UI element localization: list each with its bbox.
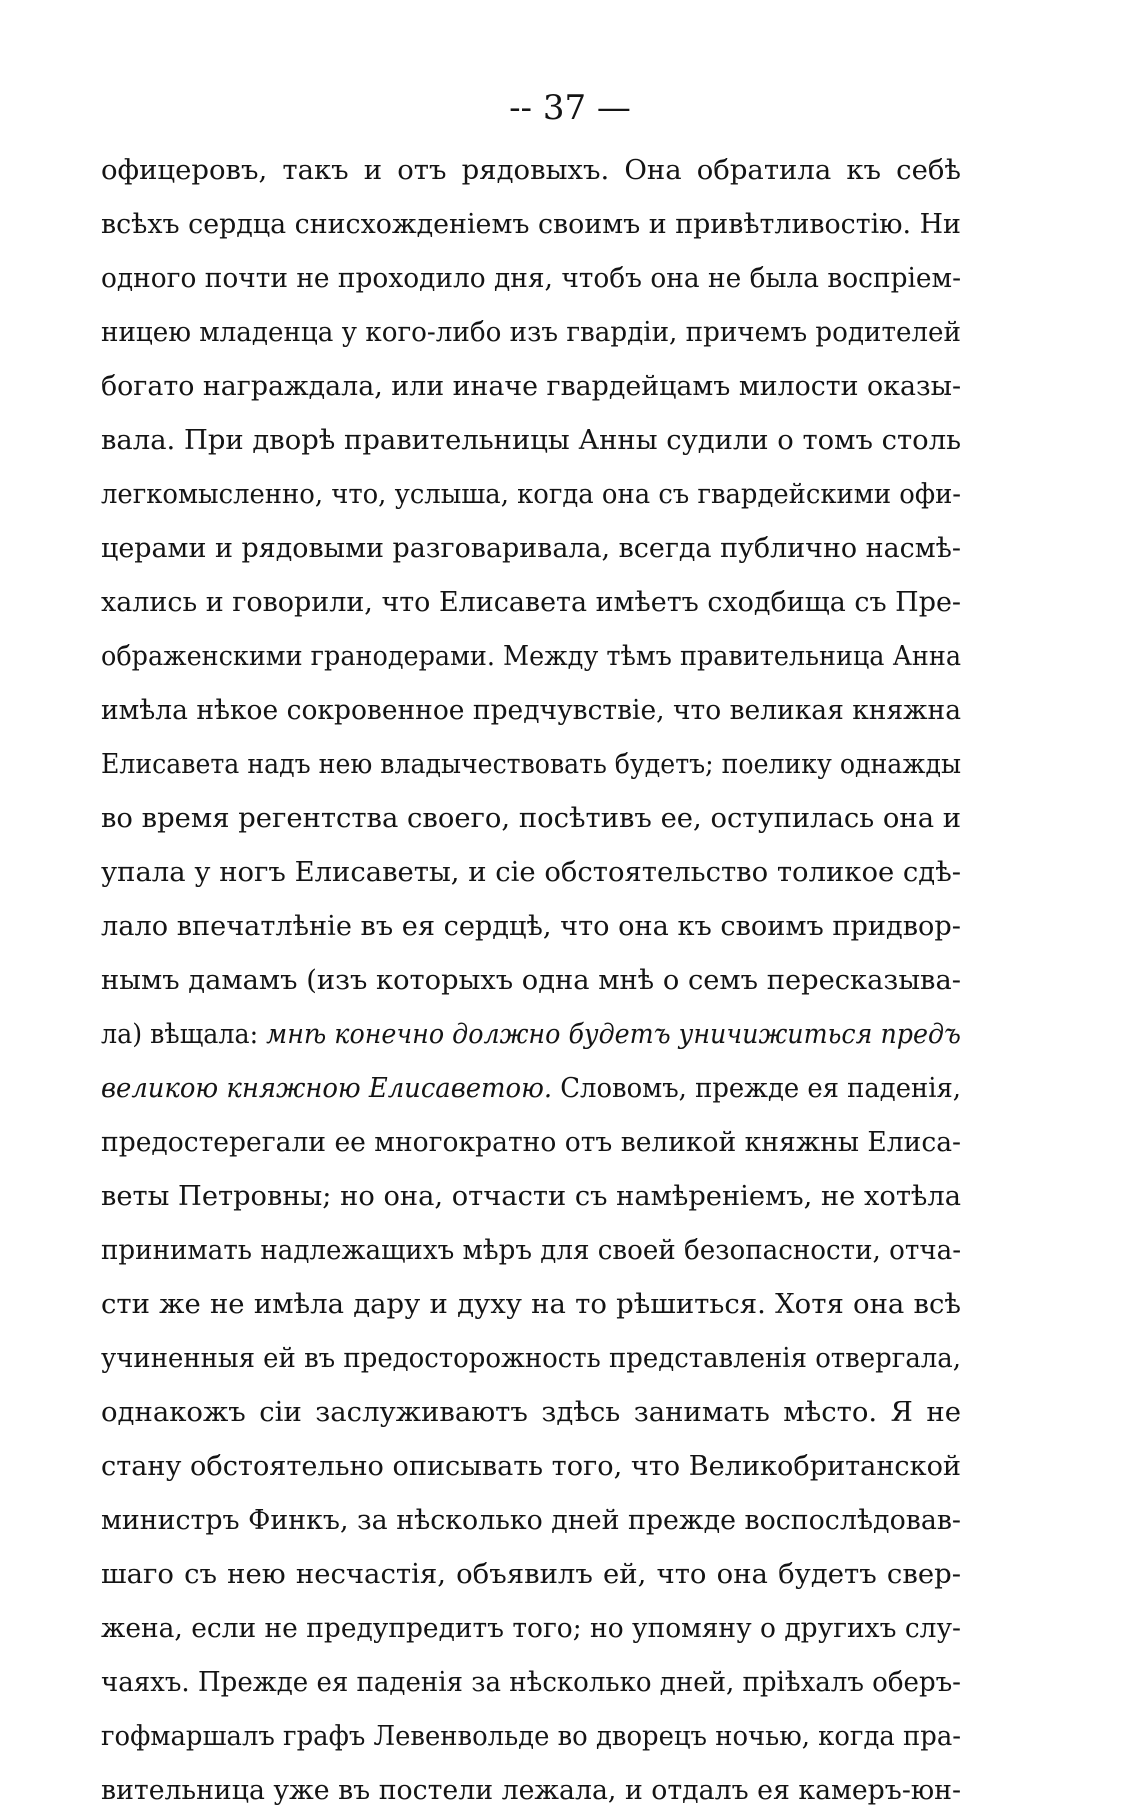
text-line [101,683,961,737]
text-line [101,629,961,683]
text-segment: министръ Финкъ, за нѣсколько дней прежде воспослѣдовав- [101,1504,961,1536]
text-segment: всѣхъ сердца снисхожденіемъ своимъ и привѣтливостію. Ни [101,208,961,240]
text-segment: имѣла нѣкое сокровенное предчувствіе, что великая княжна [101,694,962,726]
text-line [101,1061,961,1115]
text-line [101,1709,961,1763]
text-segment: Елисавета надъ нею владычествовать будетъ; поелику однажды [101,748,962,780]
text-line [101,143,961,197]
text-line [101,1385,961,1439]
text-line [101,197,961,251]
text-segment: офицеровъ, такъ и отъ рядовыхъ. Она обратила къ себѣ [101,154,961,186]
text-line [101,737,961,791]
text-segment: чаяхъ. Прежде ея паденія за нѣсколько дней, пріѣхалъ оберъ- [101,1666,961,1698]
text-line [101,1547,961,1601]
text-line [101,1223,961,1277]
text-line [101,899,961,953]
text-segment: легкомысленно, что, услыша, когда она съ гвардейскими офи- [101,478,962,510]
text-line [101,1169,961,1223]
text-line [101,791,961,845]
text-segment: жена, если не предупредитъ того; но упомяну о другихъ слу- [101,1612,961,1644]
text-segment: церами и рядовыми разговаривала, всегда публично насмѣ- [101,532,962,564]
text-line [101,1655,961,1709]
text-segment: одного почти не проходило дня, чтобъ она не была воспріем- [101,262,962,294]
text-line [101,953,961,1007]
text-line [101,1277,961,1331]
text-segment: шаго съ нею несчастія, объявилъ ей, что она будетъ свер- [101,1558,961,1590]
text-segment: лало впечатлѣніе въ ея сердцѣ, что она къ своимъ придвор- [101,910,961,942]
italic-text: великою княжною Елисаветою. [101,1072,553,1104]
text-segment: сти же не имѣла дару и духу на то рѣшиться. Хотя она всѣ [101,1288,961,1320]
text-line [101,845,961,899]
text-segment: веты Петровны; но она, отчасти съ намѣреніемъ, не хотѣла [101,1180,962,1212]
text-segment: предостерегали ее многократно отъ великой княжны Елиса- [101,1126,962,1158]
text-line [101,305,961,359]
text-line [101,521,961,575]
text-segment: Словомъ, прежде ея паденія, [552,1072,962,1104]
text-segment: однакожъ сіи заслуживаютъ здѣсь занимать мѣсто. Я не [101,1396,961,1428]
text-segment: стану обстоятельно описывать того, что Великобританской [101,1450,962,1482]
text-segment: хались и говорили, что Елисавета имѣетъ сходбища съ Пре- [101,586,962,618]
text-segment: ображенскими гранодерами. Между тѣмъ правительница Анна [101,640,962,672]
text-segment: упала у ногъ Елисаветы, и сіе обстоятельство толикое сдѣ- [101,856,962,888]
text-segment: нымъ дамамъ (изъ которыхъ одна мнѣ о семъ пересказыва- [101,964,961,996]
italic-text: мнѣ конечно должно будетъ уничижиться предъ [266,1018,961,1050]
text-line [101,1601,961,1655]
text-line [101,575,961,629]
text-line [101,1763,961,1817]
text-line [101,467,961,521]
text-line [101,359,961,413]
text-line [101,413,961,467]
text-line [101,1115,961,1169]
text-segment: принимать надлежащихъ мѣръ для своей безопасности, отча- [101,1234,962,1266]
text-segment: учиненныя ей въ предосторожность представленія отвергала, [101,1342,961,1374]
text-line [101,1007,961,1061]
text-segment: гофмаршалъ графъ Левенвольде во дворецъ ночью, когда пра- [101,1720,962,1752]
text-segment: вала. При дворѣ правительницы Анны судили о томъ столь [101,424,962,456]
text-segment: богато награждала, или иначе гвардейцамъ милости оказы- [101,370,962,402]
body-text [101,143,961,1817]
text-segment: во время регентства своего, посѣтивъ ее, оступилась она и [101,802,962,834]
text-line [101,1493,961,1547]
text-line [101,1439,961,1493]
text-line [101,251,961,305]
page-number: -- 37 — [509,88,631,128]
text-segment: ницею младенца у кого-либо изъ гвардіи, причемъ родителей [101,316,961,348]
text-segment: вительница уже въ постели лежала, и отдалъ ея камеръ-юн- [101,1774,962,1806]
text-segment: ла) вѣщала: [101,1018,267,1050]
text-line [101,1331,961,1385]
